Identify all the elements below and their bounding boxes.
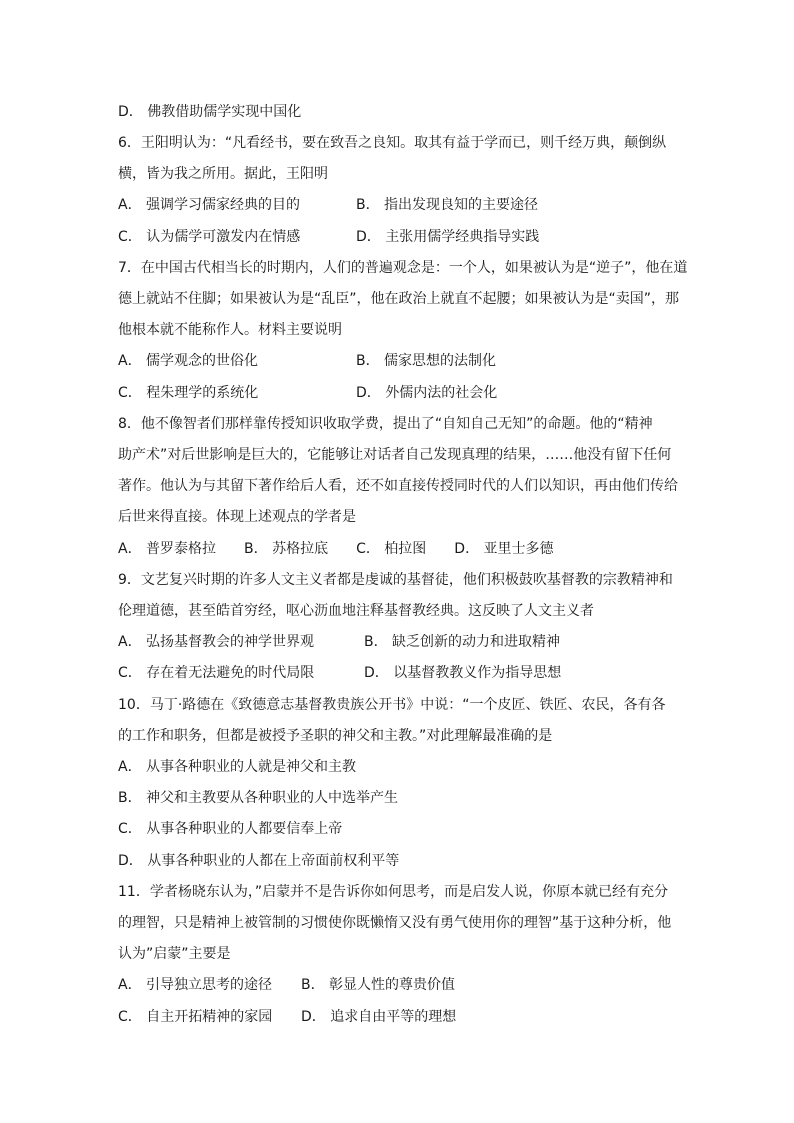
q7-option-d: D． 外儒内法的社会化 [356,385,498,401]
q8-stem-line-1: 8．他不像智者们那样靠传授知识收取学费，提出了“自知自己无知”的命题。他的“精神 [118,416,653,432]
q6-option-d: D． 主张用儒学经典指导实践 [356,229,540,245]
q10-option-d: D． 从事各种职业的人都在上帝面前权利平等 [118,853,400,869]
q10-option-b: B． 神父和主教要从各种职业的人中选举产生 [118,790,399,806]
q9-stem-line-2: 伦理道德，甚至皓首穷经，呕心沥血地注释基督教经典。这反映了人文主义者 [118,603,594,619]
q7-stem-line-3: 他根本就不能称作人。材料主要说明 [118,322,342,338]
q9-option-d: D． 以基督教教义作为指导思想 [364,665,562,681]
q10-option-c: C． 从事各种职业的人都要信奉上帝 [118,821,343,837]
q9-option-a: A． 弘扬基督教会的神学世界观 [118,634,315,650]
q7-option-c: C． 程朱理学的系统化 [118,385,259,401]
q8-options: A． 普罗泰格拉 B． 苏格拉底 C． 柏拉图 D． 亚里士多德 [118,541,554,557]
q8-stem-line-2: 助产术”对后世影响是巨大的，它能够让对话者自己发现真理的结果，……他没有留下任何 [118,447,672,463]
q11-stem-line-3: 认为”启蒙”主要是 [118,946,231,962]
q8-stem-line-4: 后世来得直接。体现上述观点的学者是 [118,509,356,525]
q7-option-a: A． 儒学观念的世俗化 [118,353,259,369]
q9-option-b: B． 缺乏创新的动力和进取精神 [364,634,561,650]
q7-option-b: B． 儒家思想的法制化 [356,353,497,369]
q10-stem-line-1: 10．马丁·路德在《致德意志基督教贵族公开书》中说：“一个皮匠、铁匠、农民，各有各 [118,697,666,713]
q11-option-b: B． 彰显人性的尊贵价值 [301,977,456,993]
q10-option-a: A． 从事各种职业的人就是神父和主教 [118,759,357,775]
q5-option-d: D． 佛教借助儒学实现中国化 [118,104,302,120]
q11-option-d: D． 追求自由平等的理想 [301,1009,457,1025]
q9-option-c: C． 存在着无法避免的时代局限 [118,665,315,681]
q11-option-a: A． 引导独立思考的途径 [118,977,273,993]
q8-stem-line-3: 著作。他认为与其留下著作给后人看，还不如直接传授同时代的人们以知识，再由他们传给 [118,478,678,494]
q11-stem-line-2: 的理智，只是精神上被管制的习惯使你既懒惰又没有勇气使用你的理智”基于这种分析，他 [118,915,672,931]
q10-stem-line-2: 的工作和职务，但都是被授予圣职的神父和主教。”对此理解最准确的是 [118,728,553,744]
q9-stem-line-1: 9．文艺复兴时期的许多人文主义者都是虔诚的基督徒，他们积极鼓吹基督教的宗教精神和 [118,572,673,588]
q6-option-a: A． 强调学习儒家经典的目的 [118,197,301,213]
q7-stem-line-1: 7．在中国古代相当长的时期内，人们的普遍观念是：一个人，如果被认为是“逆子”，他在道 [118,260,688,276]
q6-stem-line-1: 6．王阳明认为：“凡看经书，要在致吾之良知。取其有益于学而已，则千经万典，颠倒纵 [118,135,667,151]
q6-stem-line-2: 横，皆为我之所用。据此，王阳明 [118,166,328,182]
q11-stem-line-1: 11．学者杨晓东认为，”启蒙并不是告诉你如何思考，而是启发人说，你原本就已经有充分 [118,884,669,900]
q6-option-b: B． 指出发现良知的主要途径 [356,197,539,213]
q11-option-c: C． 自主开拓精神的家园 [118,1009,273,1025]
q7-stem-line-2: 德上就站不住脚；如果被认为是“乱臣”，他在政治上就直不起腰；如果被认为是“卖国”，那 [118,291,680,307]
q6-option-c: C． 认为儒学可激发内在情感 [118,229,301,245]
